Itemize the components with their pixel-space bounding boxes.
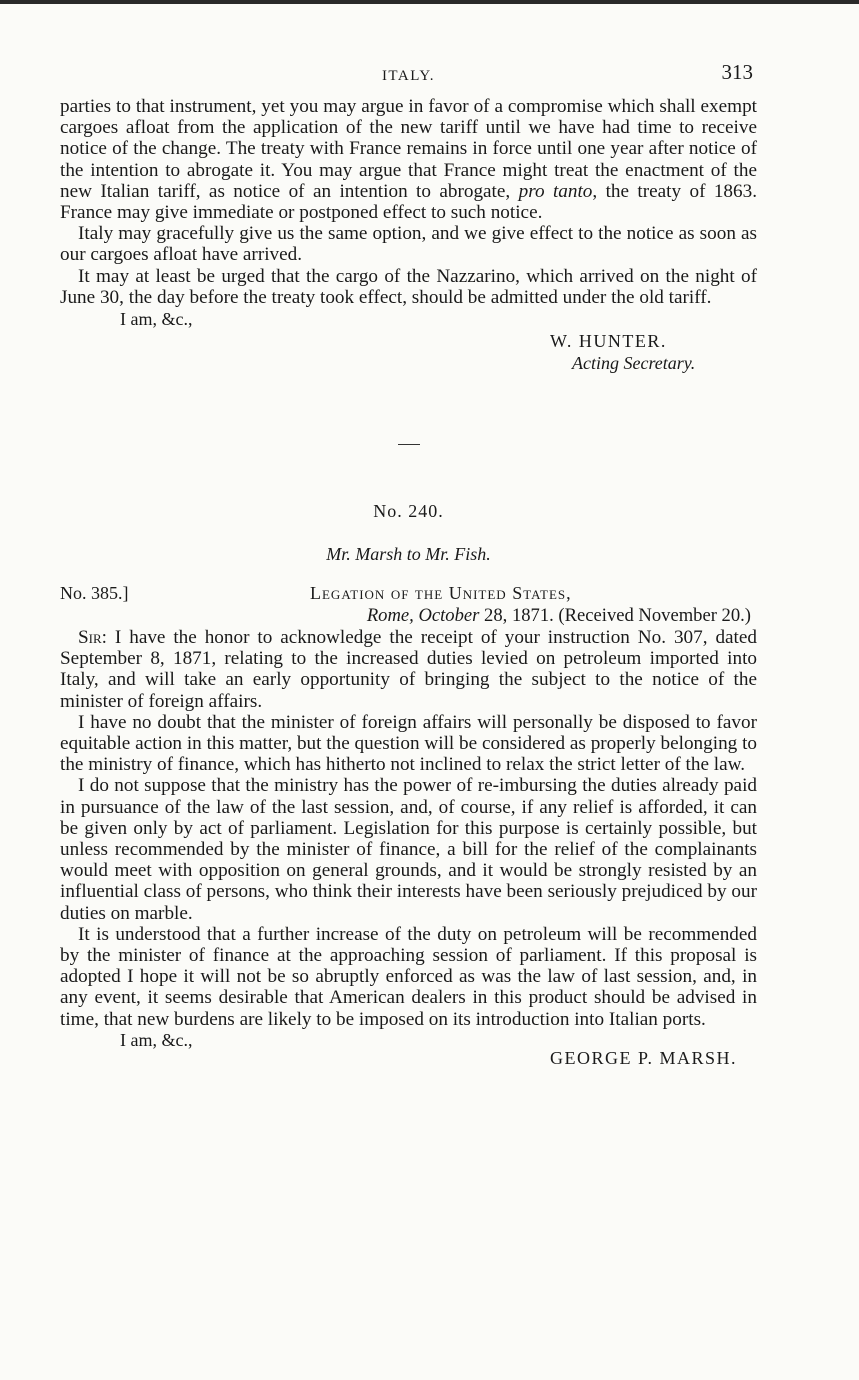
document-title: Mr. Marsh to Mr. Fish.	[326, 544, 491, 565]
document-number: No. 240.	[373, 501, 444, 522]
dispatch-row	[60, 583, 757, 605]
letter-paragraph-1-text: : I have the honor to acknowledge the receipt of your instruction No. 307, dated September 8, 1871, relating to the increased duties levied on petroleum imported into Italy, and will take an early opportunity of bringing the subject to the notice of the minister of foreign affairs.	[60, 627, 757, 712]
place-date-line	[60, 605, 751, 627]
date-text: 28, 1871. (Received November 20.)	[484, 605, 751, 627]
first-closing: I am, &c.,	[120, 309, 193, 330]
continued-paragraph-1-text-b: , the treaty of 1863. France may give immediate or postponed effect to such notice.	[60, 180, 758, 224]
final-closing: I am, &c.,	[120, 1029, 193, 1050]
place-text: Rome, October	[366, 605, 480, 627]
italic-phrase: pro tanto	[518, 180, 593, 202]
first-signature-title: Acting Secretary.	[572, 353, 696, 374]
page-number: 313	[721, 60, 753, 84]
first-signature-name: W. HUNTER.	[550, 331, 667, 352]
final-signature: GEORGE P. MARSH.	[549, 1047, 737, 1068]
running-head: ITALY.	[381, 68, 436, 84]
final-signature-row	[60, 1029, 757, 1068]
letter-paragraph-3: I do not suppose that the ministry has the power of re-imbursing the duties already paid in pursuance of the law of the last session, and, of course, if any relief is afforded, it can be given only by act of parliament. Legislation for this purpose is certainly possible, but unless recommended by the minister of finance, a bill for the relief of the complainants would meet with opposition on general grounds, and it would be strongly resisted by an influential class of persons, who think their interests have been seriously prejudiced by our duties on marble.	[60, 775, 757, 924]
continued-paragraph-3: It may at least be urged that the cargo of the Nazzarino, which arrived on the night of June 30, the day before the treaty took effect, should be admitted under the old tariff.	[60, 265, 757, 308]
continued-paragraph-1	[60, 96, 757, 223]
first-signature-block	[550, 330, 757, 374]
legation-line: Legation of the United States,	[310, 583, 572, 604]
document-page	[60, 60, 758, 1068]
page-top-edge	[0, 0, 859, 4]
letter-paragraph-2: I have no doubt that the minister of foreign affairs will personally be disposed to favor equitable action in this matter, but the question will be considered as properly belonging to the ministry of finance, which has hitherto not inclined to relax the strict letter of the law.	[60, 711, 757, 776]
letter-paragraph-4: It is understood that a further increase of the duty on petroleum will be recommended by the minister of finance at the approaching session of parliament. If this proposal is adopted I hope it will not be so abruptly enforced as was the law of last session, and, in any event, it seems desirable that American dealers in this product should be advised in time, that new burdens are likely to be imposed on its introduction into Italian ports.	[60, 923, 757, 1030]
salutation: Sir	[78, 627, 102, 649]
continued-paragraph-2: Italy may gracefully give us the same option, and we give effect to the notice as soon as our cargoes afloat have arrived.	[60, 223, 757, 266]
continued-paragraph-1-text-a: parties to that instrument, yet you may argue in favor of a compromise which shall exempt cargoes afloat from the application of the new tariff until we have had time to receive notice of the change. The treaty with France remains in force until one year after notice of the intention to abrogate it. You may argue that France might treat the enactment of the new Italian tariff, as notice of an intention to abrogate,	[60, 96, 757, 202]
page-header	[60, 60, 757, 96]
dispatch-number: No. 385.]	[60, 583, 129, 604]
section-divider	[398, 444, 420, 445]
letter-paragraph-1	[60, 627, 757, 712]
